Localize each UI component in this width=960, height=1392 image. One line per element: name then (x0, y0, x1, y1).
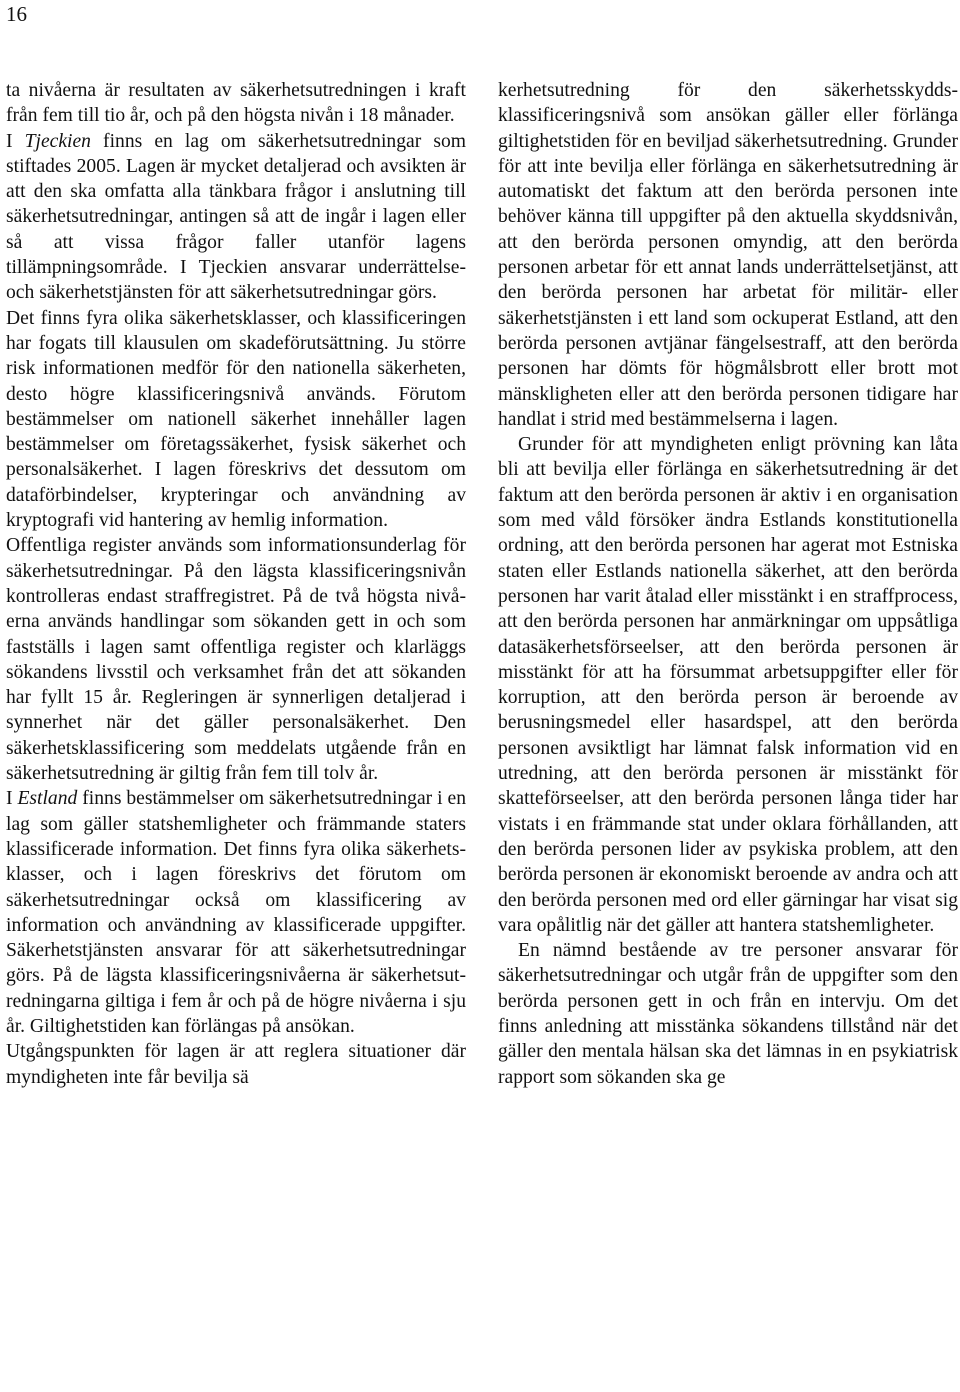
paragraph-text: finns bestämmelser om säkerhetsutredningar i en lag som gäller statshemligheter och främmande staters klassificerade information. Det finns fyra olika säkerhetsklasser, och i lagen föreskrivs det förutom om säkerhetsutredningar också om klassificering av information och användning av klassificerade uppgifter. Säkerhetstjänsten ansvarar för att säkerhetsutredningar görs. På de lägsta klassificeringsnivåerna är säkerhetsutredningarna giltiga i fem år och på de högre nivåerna i sju år. Giltighetstiden kan förlängas på ansökan. (6, 788, 466, 1037)
paragraph (6, 533, 466, 786)
paragraph-text: I (6, 130, 25, 152)
paragraph-text: Offentliga register används som informationsunderlag för säkerhetsutredningar. På den lägsta klassificeringsnivån kontrolleras endast straffregistret. På de två högsta nivåerna används handlingar som sökanden gett in och som fastställs i lagen samt offentliga register och klarläggs sökandens livsstil och verksamhet från det att sökanden har fyllt 15 år. Regleringen är synnerligen detaljerad i synnerhet när det gäller personalsäkerhet. Den säkerhetsklassificering som meddelats utgående från en säkerhetsutredning är giltig från fem till tolv år. (6, 535, 466, 785)
paragraph-text: kerhetsutredning för den säkerhetsskyddsklassificeringsnivå som ansökan gäller eller förlänga giltighetstiden för en beviljad säkerhetsutredning. Grunder för att inte bevilja eller förlänga en säkerhetsutredning är automatiskt det faktum att den berörda personen inte behöver känna till uppgifter på den aktuella skyddsnivån, att den berörda personen omyndig, att den berörda personen arbetar för ett annat lands underrättelsetjänst, att den berörda personen har arbetat för militär- eller säkerhetstjänsten i ett land som ockuperat Estland, att den berörda personen avtjänar fängelsestraff, att den berörda personen har dömts för högmålsbrott eller brott mot mänskligheten eller att den berörda personen tidigare har handlat i strid med bestämmelserna i lagen. (498, 80, 958, 430)
paragraph (6, 1039, 466, 1090)
country-name-italic: Estland (17, 788, 78, 810)
paragraph-text: Det finns fyra olika säkerhetsklasser, och klassificeringen har fogats till klausulen om skadeförutsättning. Ju större risk informationen medför för den nationella säkerheten, desto högre klassificeringsnivå används. Förutom bestämmelser om nationell säkerhet innehåller lagen bestämmelser om företagssäkerhet, fysisk säkerhet och personalsäkerhet. I lagen föreskrivs det dessutom om dataförbindelser, krypteringar och användning av kryptografi vid hantering av hemlig information. (6, 307, 466, 532)
page-number: 16 (6, 2, 27, 26)
paragraph-text: I (6, 788, 18, 810)
paragraph (6, 78, 466, 129)
left-text-column (6, 78, 466, 1090)
paragraph-text: Utgångspunkten för lagen är att reglera situationer där myndigheten inte får bevilja sä (6, 1041, 466, 1088)
paragraph (498, 938, 958, 1090)
paragraph-text: finns en lag om säkerhetsutredningar som stiftades 2005. Lagen är mycket detaljerad och avsikten är att den ska omfatta alla tänkbara frågor i anslutning till säkerhetsutredningar, antingen så att de ingår i lagen eller så att vissa frågor faller utanför lagens tillämpningsområde. I Tjeckien ansvarar underrättelse- och säkerhetstjänsten för att säkerhetsutredningar görs. (6, 130, 466, 304)
paragraph-text: En nämnd bestående av tre personer ansvarar för säkerhetsutredningar och utgår från de uppgifter som den berörda personen gett in och från en intervju. Om det finns anledning att misstänka sökandens tillstånd när det gäller den mentala hälsan ska det lämnas in en psykiatrisk rapport som sökanden ska ge (498, 940, 958, 1088)
right-text-column (498, 78, 958, 1090)
paragraph (498, 78, 958, 432)
paragraph (498, 432, 958, 938)
paragraph (6, 786, 466, 1039)
paragraph-text: ta nivåerna är resultaten av säkerhetsutredningen i kraft från fem till tio år, och på den högsta nivån i 18 månader. (6, 80, 466, 127)
paragraph (6, 129, 466, 306)
paragraph-text: Grunder för att myndigheten enligt prövning kan låta bli att bevilja eller förlänga en säkerhetsutredning är det faktum att den berörda personen är aktiv i en organisation som med våld försöker ändra Estlands konstitutionella ordning, att den berörda personen har agerat mot Estniska staten eller Estlands nationella säkerhet, att den berörda personen har varit åtalad eller misstänkt i en straffprocess, att den berörda personen har anmärkningar om uppsåtliga datasäkerhetsförseelser, att den berörda personen är misstänkt för att ha försummat arbetsuppgifter eller för korruption, att den berörda person är beroende av berusningsmedel eller hasardspel, att den berörda personen avsiktligt har lämnat falsk information vid en utredning, att den berörda personen är misstänkt för skatteförseelser, att den berörda personen långa tider har vistats i en främmande stat under oklara förhållanden, att den berörda personen lider av psykiska problem, att den berörda personen är ekonomiskt beroende av andra och att den berörda personen med ord eller gärningar har visat sig vara opålitlig när det gäller att hantera statshemligheter. (498, 434, 958, 936)
paragraph (6, 306, 466, 534)
country-name-italic: Tjeckien (24, 130, 91, 152)
